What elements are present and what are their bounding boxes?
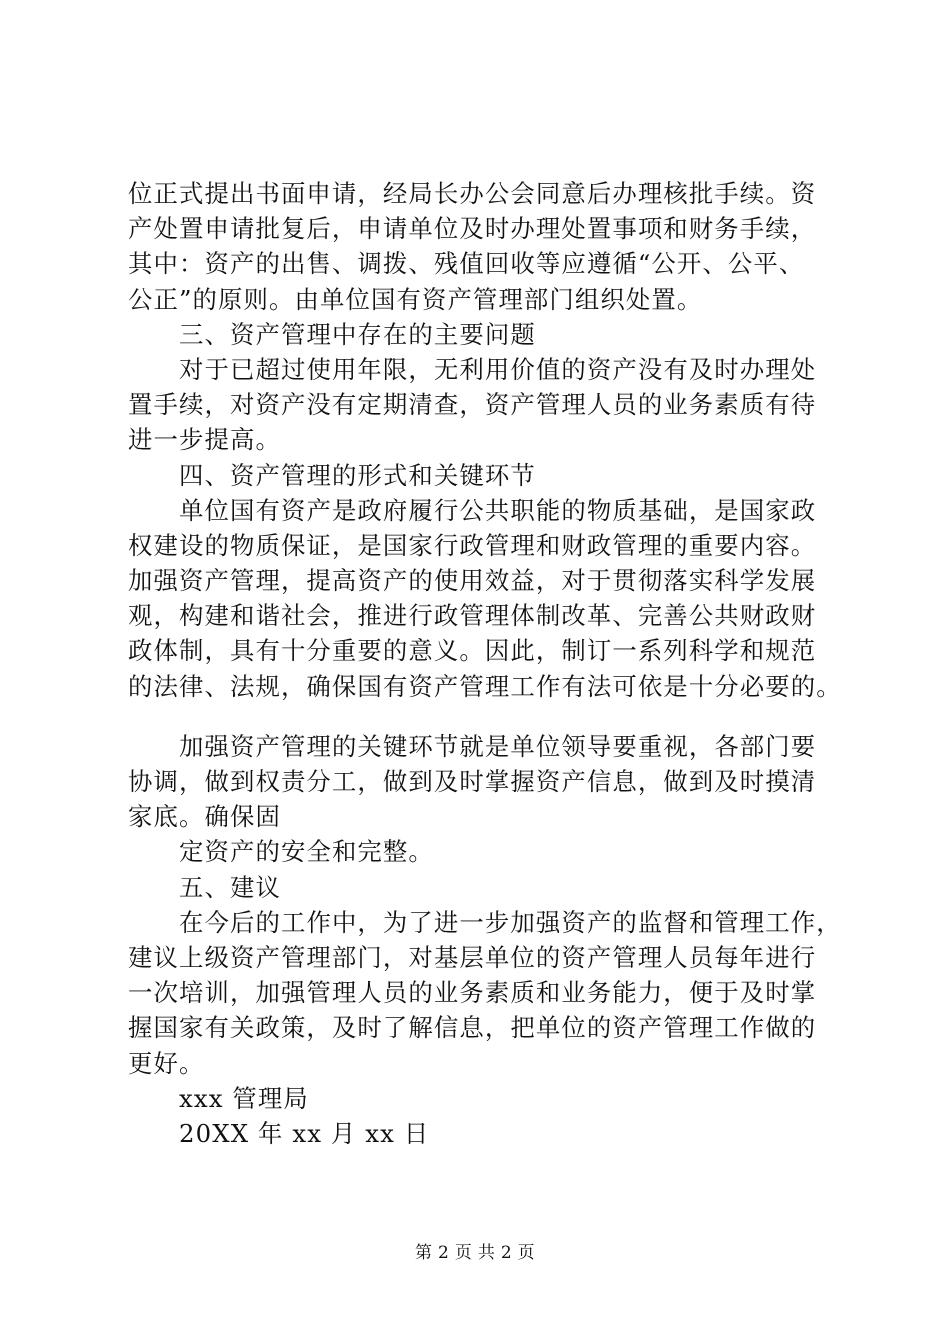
paragraph-line: 握国家有关政策，及时了解信息，把单位的资产管理工作做的 <box>128 1013 817 1043</box>
paragraph-line: 一次培训，加强管理人员的业务素质和业务能力，便于及时掌 <box>128 978 817 1008</box>
paragraph-line: 加强资产管理的关键环节就是单位领导要重视，各部门要 <box>179 731 817 761</box>
paragraph-line: 家底。确保固 <box>128 802 281 832</box>
paragraph-line: 定资产的安全和完整。 <box>179 837 434 867</box>
signature-organization: xxx 管理局 <box>179 1083 309 1113</box>
paragraph-line: 其中：资产的出售、调拨、残值回收等应遵循“公开、公平、 <box>128 249 805 279</box>
paragraph-line: 更好。 <box>128 1048 205 1078</box>
paragraph-line: 权建设的物质保证，是国家行政管理和财政管理的重要内容。 <box>128 530 817 560</box>
paragraph-line: 位正式提出书面申请，经局长办公会同意后办理核批手续。资 <box>128 179 817 208</box>
signature-date: 20XX 年 xx 月 xx 日 <box>179 1118 430 1148</box>
document-body <box>128 176 840 1151</box>
paragraph-line: 对于已超过使用年限，无利用价值的资产没有及时办理处 <box>179 354 817 384</box>
paragraph-line: 公正”的原则。由单位国有资产管理部门组织处置。 <box>128 284 703 314</box>
paragraph-line: 在今后的工作中，为了进一步加强资产的监督和管理工作， <box>179 907 842 937</box>
page-number-footer: 第 2 页 共 2 页 <box>415 1243 535 1263</box>
paragraph-line: 加强资产管理，提高资产的使用效益，对于贯彻落实科学发展 <box>128 566 817 596</box>
paragraph-line: 单位国有资产是政府履行公共职能的物质基础，是国家政 <box>179 495 817 525</box>
paragraph-line: 置手续，对资产没有定期清查，资产管理人员的业务素质有待 <box>128 390 817 420</box>
section-heading: 四、资产管理的形式和关键环节 <box>179 460 536 490</box>
paragraph-line: 建议上级资产管理部门，对基层单位的资产管理人员每年进行 <box>128 942 817 972</box>
section-heading: 五、建议 <box>179 872 281 902</box>
paragraph-line: 政体制，具有十分重要的意义。因此，制订一系列科学和规范 <box>128 636 817 666</box>
paragraph-line: 的法律、法规，确保国有资产管理工作有法可依是十分必要的。 <box>128 671 842 701</box>
section-heading: 三、资产管理中存在的主要问题 <box>179 319 536 349</box>
paragraph-spacer <box>128 704 840 729</box>
paragraph-line: 协调，做到权责分工，做到及时掌握资产信息，做到及时摸清 <box>128 767 817 796</box>
paragraph-line: 观，构建和谐社会，推进行政管理体制改革、完善公共财政财 <box>128 601 817 631</box>
paragraph-line: 进一步提高。 <box>128 425 281 455</box>
paragraph-line: 产处置申请批复后，申请单位及时办理处置事项和财务手续， <box>128 214 817 244</box>
